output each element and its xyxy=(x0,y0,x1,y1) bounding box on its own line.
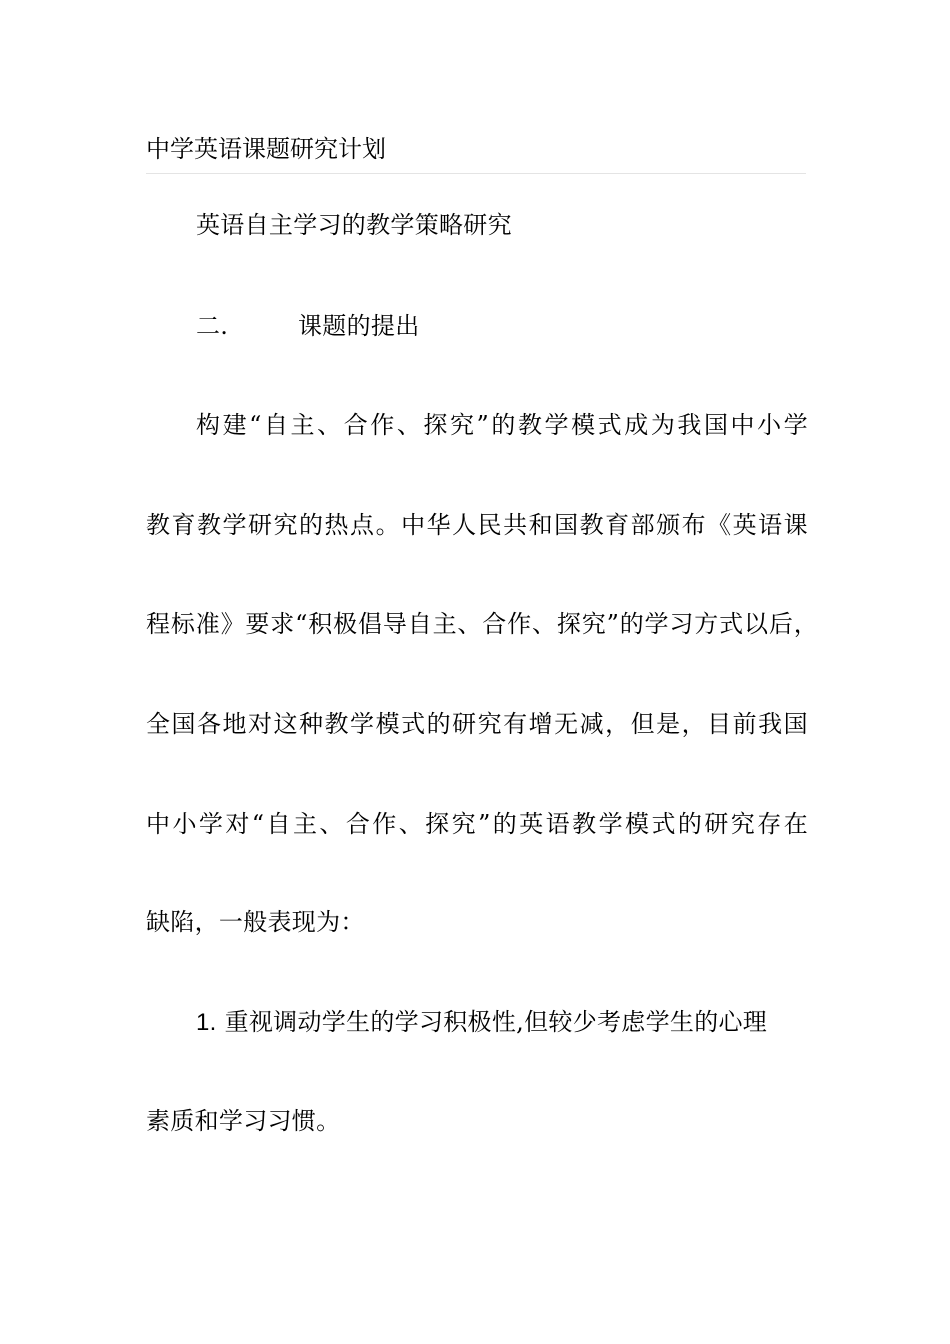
document-subtitle: 英语自主学习的教学策略研究 xyxy=(196,211,512,239)
section-heading xyxy=(196,309,420,343)
list-item xyxy=(196,1005,767,1040)
paragraph-line: 构建“自主、合作、探究”的教学模式成为我国中小学 xyxy=(196,411,808,439)
paragraph-line: 全国各地对这种教学模式的研究有增无减，但是，目前我国 xyxy=(146,710,808,738)
section-heading-text: 课题的提出 xyxy=(298,312,420,340)
paragraph-line: 程标准》要求“积极倡导自主、合作、探究”的学习方式以后， xyxy=(146,610,818,638)
list-item-number: 1. xyxy=(196,1009,217,1036)
section-number: 二. xyxy=(196,312,229,340)
list-item-continuation: 素质和学习习惯。 xyxy=(146,1107,341,1135)
title-divider xyxy=(146,173,806,174)
paragraph-line: 中小学对“自主、合作、探究”的英语教学模式的研究存在 xyxy=(146,810,808,838)
paragraph-line: 教育教学研究的热点。中华人民共和国教育部颁布《英语课 xyxy=(146,511,808,539)
paragraph-line: 缺陷，一般表现为： xyxy=(146,908,365,936)
list-item-text: 重视调动学生的学习积极性,但较少考虑学生的心理 xyxy=(224,1008,768,1036)
document-title: 中学英语课题研究计划 xyxy=(146,135,386,163)
